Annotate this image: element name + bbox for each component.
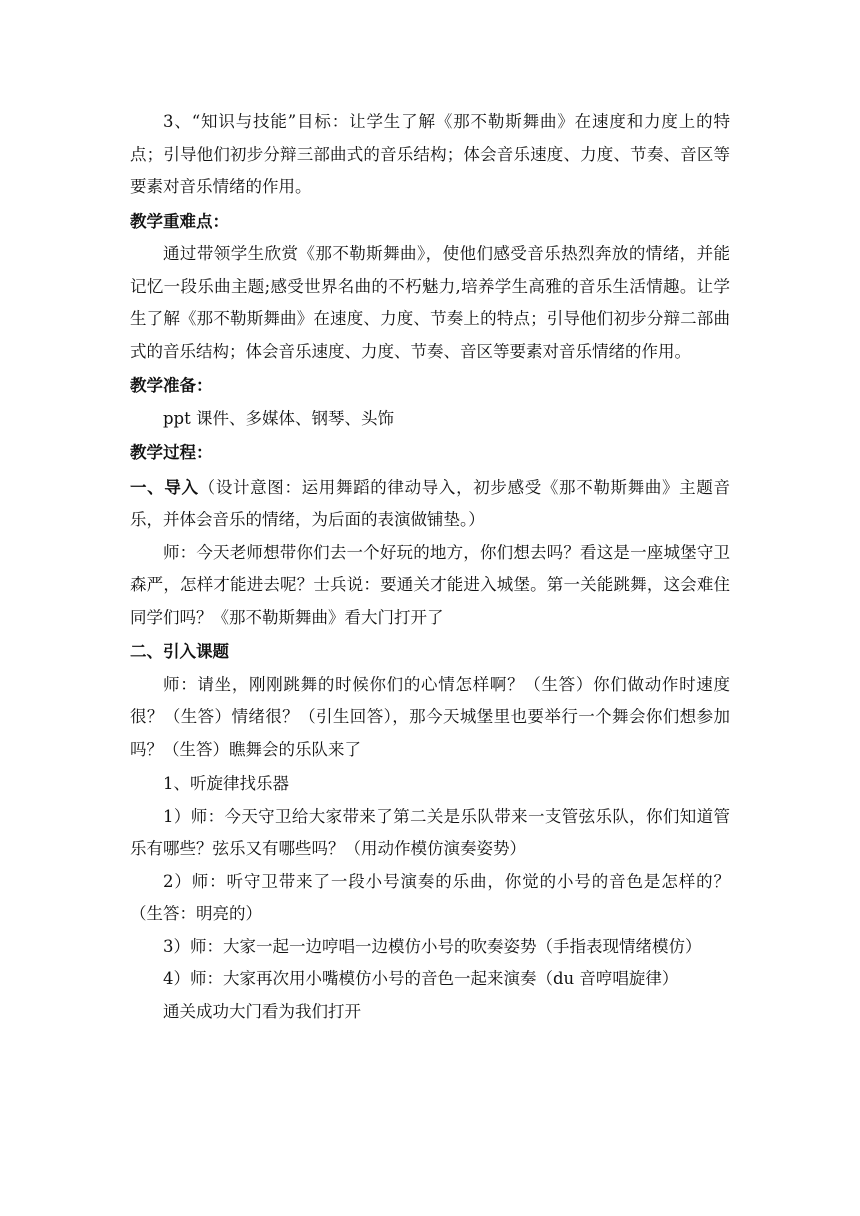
section-1-paragraph: 师：今天老师想带你们去一个好玩的地方，你们想去吗？看这是一座城堡守卫森严，怎样才能进去呢？士兵说：要通关才能进入城堡。第一关能跳舞，这会难住同学们吗？《那不勒斯舞曲》看大门打开了	[130, 542, 730, 627]
step-1: 1）师：今天守卫给大家带来了第二关是乐队带来一支管弦乐队，你们知道管乐有哪些？弦乐又有哪些吗？（用动作模仿演奏姿势）	[130, 806, 730, 858]
step-3: 3）师：大家一起一边哼唱一边模仿小号的吹奏姿势（手指表现情绪模仿）	[163, 936, 702, 956]
item-1-title: 1、听旋律找乐器	[163, 774, 289, 793]
key-points-heading: 教学重难点：	[130, 211, 229, 231]
section-2-title: 二、引入课题	[130, 642, 229, 661]
process-heading: 教学过程：	[130, 443, 213, 462]
section-2-paragraph: 师：请坐，刚刚跳舞的时候你们的心情怎样啊？（生答）你们做动作时速度很？（生答）情绪很？（引生回答），那今天城堡里也要举行一个舞会你们想参加吗？（生答）瞧舞会的乐队来了	[130, 674, 730, 759]
document-body	[130, 106, 730, 1028]
section-1-design-note: （设计意图：运用舞蹈的律动导入，初步感受《那不勒斯舞曲》主题音乐，并体会音乐的情绪，为后面的表演做铺垫。）	[130, 477, 731, 529]
step-4: 4）师：大家再次用小嘴模仿小号的音色一起来演奏（du 音哼唱旋律）	[163, 969, 679, 988]
step-2: 2）师：听守卫带来了一段小号演奏的乐曲，你觉的小号的音色是怎样的？（生答：明亮的）	[130, 871, 730, 923]
section-1-intro	[130, 472, 730, 537]
closing-line: 通关成功大门看为我们打开	[163, 1001, 361, 1021]
key-points-paragraph: 通过带领学生欣赏《那不勒斯舞曲》，使他们感受音乐热烈奔放的情绪，并能记忆一段乐曲主题;感受世界名曲的不朽魅力,培养学生高雅的音乐生活情趣。让学生了解《那不勒斯舞曲》在速度、力度、节奏上的特点；引导他们初步分辩二部曲式的音乐结构；体会音乐速度、力度、节奏、音区等要素对音乐情绪的作用。	[130, 244, 730, 361]
objective-3-paragraph: 3、“知识与技能”目标：让学生了解《那不勒斯舞曲》在速度和力度上的特点；引导他们初步分辩三部曲式的音乐结构；体会音乐速度、力度、节奏、音区等要素对音乐情绪的作用。	[130, 112, 730, 196]
preparation-paragraph: ppt 课件、多媒体、钢琴、头饰	[163, 408, 394, 428]
section-1-title: 一、导入	[130, 477, 199, 497]
preparation-heading: 教学准备：	[130, 376, 213, 395]
